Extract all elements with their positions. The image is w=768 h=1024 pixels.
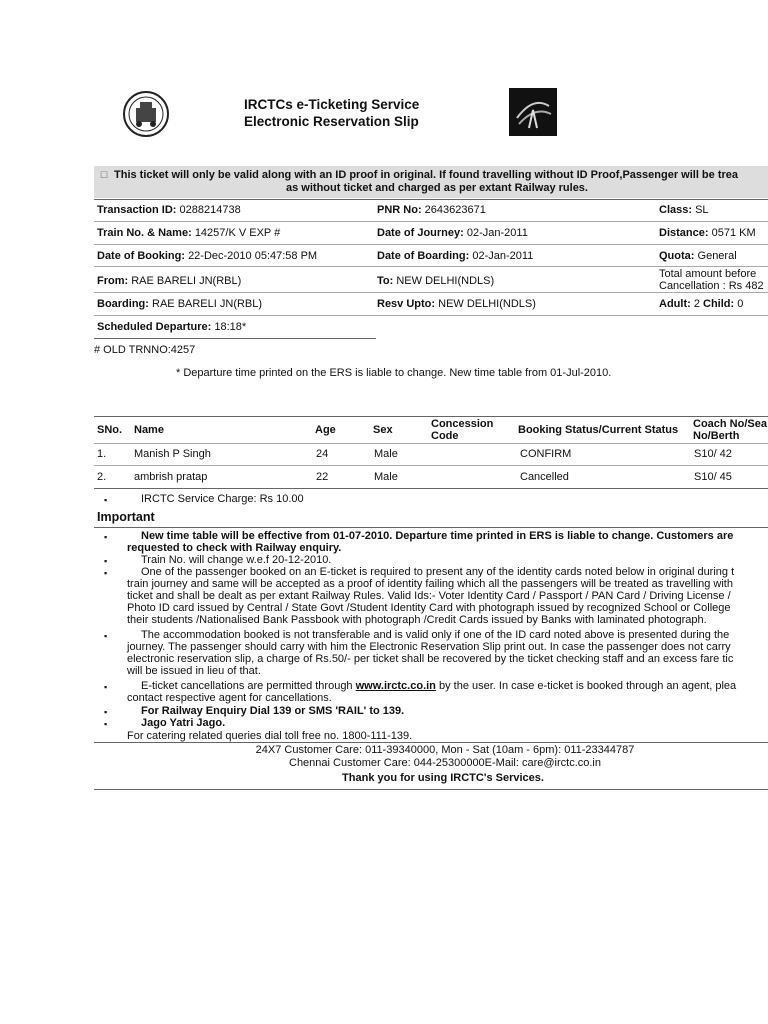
catering-note: For catering related queries dial toll free no. 1800-111-139.	[127, 730, 413, 742]
bullet-icon: ▪	[104, 556, 108, 566]
important-item-id-proof-cont: ticket and shall be dealt as per extant Railway Rules. Valid Ids:- Voter Identity Card / Passport / PAN Card / Driving License /	[127, 590, 731, 602]
important-item-timetable-cont: requested to check with Railway enquiry.	[127, 542, 342, 554]
col-header-status: Booking Status/Current Status	[518, 424, 679, 436]
bullet-icon: ▪	[104, 719, 108, 729]
divider	[94, 199, 768, 200]
important-item-jago-yatri: Jago Yatri Jago.	[141, 717, 226, 729]
divider	[94, 292, 768, 293]
row-name: Manish P Singh	[134, 448, 211, 460]
col-header-sex: Sex	[373, 424, 393, 436]
transaction-id: Transaction ID: 0288214738	[97, 204, 241, 216]
pnr-number: PNR No: 2643623671	[377, 204, 486, 216]
scheduled-departure: Scheduled Departure: 18:18*	[97, 321, 247, 333]
service-charge: IRCTC Service Charge: Rs 10.00	[141, 493, 304, 505]
customer-care-line: 24X7 Customer Care: 011-39340000, Mon - Sat (10am - 6pm): 011-23344787	[255, 744, 635, 756]
from-station: From: RAE BARELI JN(RBL)	[97, 275, 242, 287]
page-title: IRCTCs e-Ticketing Service	[244, 97, 420, 112]
distance: Distance: 0571 KM	[659, 227, 756, 239]
bullet-icon: ▪	[104, 631, 108, 641]
chennai-care-line: Chennai Customer Care: 044-25300000E-Mail: care@irctc.co.in	[289, 757, 601, 769]
old-train-number: # OLD TRNNO:4257	[94, 344, 196, 356]
row-sno: 2.	[97, 471, 107, 483]
passenger-count: Adult: 2 Child: 0	[659, 298, 744, 310]
row-sno: 1.	[97, 448, 107, 460]
important-item-id-proof-cont: train journey and same will be accepted as a proof of identity failing which all the passengers will be treated as travelling with	[127, 578, 733, 590]
row-name: ambrish pratap	[134, 471, 208, 483]
train-number-name: Train No. & Name: 14257/K V EXP #	[97, 227, 281, 239]
bullet-icon: ▪	[104, 532, 108, 542]
divider	[94, 266, 768, 267]
col-header-name: Name	[134, 424, 164, 436]
divider	[94, 465, 768, 466]
total-amount-line-1: Total amount before	[659, 268, 757, 280]
important-item-accommodation: The accommodation booked is not transferable and is valid only if one of the ID card noted above is presented during the	[141, 629, 730, 641]
row-age: 22	[316, 471, 329, 483]
row-status: Cancelled	[520, 471, 569, 483]
important-item-accommodation-cont: will be issued in lieu of that.	[127, 665, 261, 677]
date-of-boarding: Date of Boarding: 02-Jan-2011	[377, 250, 534, 262]
important-item-train-change: Train No. will change w.e.f 20-12-2010.	[141, 554, 332, 566]
important-item-id-proof-cont: Photo ID card issued by Central / State Govt /Student Identity Card with photograph issued by recognized School or College	[127, 602, 731, 614]
to-station: To: NEW DELHI(NDLS)	[377, 275, 495, 287]
boarding-station: Boarding: RAE BARELI JN(RBL)	[97, 298, 263, 310]
quota: Quota: General	[659, 250, 737, 262]
date-of-booking: Date of Booking: 22-Dec-2010 05:47:58 PM	[97, 250, 318, 262]
total-amount-line-2: Cancellation : Rs 482	[659, 280, 764, 292]
bullet-icon: ▪	[104, 495, 108, 505]
divider	[94, 488, 768, 489]
divider	[94, 338, 376, 339]
row-status: CONFIRM	[520, 448, 572, 460]
col-header-age: Age	[315, 424, 336, 436]
important-item-accommodation-cont: journey. The passenger should carry with him the Electronic Reservation Slip print out. In case the passenger does not carry	[127, 641, 731, 653]
col-header-coach: Coach No/Sea No/Berth	[693, 418, 767, 442]
divider	[94, 315, 768, 316]
important-heading: Important	[97, 510, 155, 524]
important-item-accommodation-cont: electronic reservation slip, a charge of Rs.50/- per ticket shall be recovered by the ticket checking staff and an excess fare tic	[127, 653, 734, 665]
checkbox-icon: ☐	[100, 170, 109, 180]
divider	[94, 742, 768, 743]
bullet-icon: ▪	[104, 682, 108, 692]
important-item-id-proof-cont: their students /Nationalised Bank Passbook with photograph /Credit Cards issued by Banks with laminated photograph.	[127, 614, 707, 626]
date-of-journey: Date of Journey: 02-Jan-2011	[377, 227, 528, 239]
important-item-enquiry: For Railway Enquiry Dial 139 or SMS 'RAIL' to 139.	[141, 705, 405, 717]
thank-you-message: Thank you for using IRCTC's Services.	[342, 772, 544, 784]
divider	[94, 244, 768, 245]
row-age: 24	[316, 448, 329, 460]
divider	[94, 527, 768, 528]
irctc-logo	[509, 88, 557, 136]
row-coach: S10/ 42	[694, 448, 732, 460]
divider	[94, 416, 768, 417]
divider	[94, 789, 768, 790]
reservation-upto: Resv Upto: NEW DELHI(NDLS)	[377, 298, 536, 310]
bullet-icon: ▪	[104, 568, 108, 578]
row-coach: S10/ 45	[694, 471, 732, 483]
railway-emblem-logo	[122, 90, 170, 138]
important-item-cancellation: E-ticket cancellations are permitted through www.irctc.co.in by the user. In case e-ticket is booked through an agent, plea	[141, 680, 737, 692]
departure-note: * Departure time printed on the ERS is liable to change. New time table from 01-Jul-2010.	[176, 367, 612, 379]
row-sex: Male	[374, 471, 398, 483]
col-header-concession: Concession Code	[431, 418, 494, 442]
travel-class: Class: SL	[659, 204, 709, 216]
col-header-sno: SNo.	[97, 424, 123, 436]
divider	[94, 221, 768, 222]
important-item-id-proof: One of the passenger booked on an E-ticket is required to present any of the identity cards noted below in original during t	[141, 566, 735, 578]
bullet-icon: ▪	[104, 707, 108, 717]
notice-line-1: This ticket will only be valid along with an ID proof in original. If found travelling without ID Proof,Passenger will be trea	[114, 169, 739, 181]
important-item-timetable: New time table will be effective from 01-07-2010. Departure time printed in ERS is liable to change. Customers are	[141, 530, 734, 542]
page-subtitle: Electronic Reservation Slip	[244, 114, 419, 129]
row-sex: Male	[374, 448, 398, 460]
irctc-website-link[interactable]: www.irctc.co.in	[355, 680, 436, 692]
divider	[94, 443, 768, 444]
notice-line-2: as without ticket and charged as per extant Railway rules.	[286, 182, 588, 194]
important-item-cancellation-cont: contact respective agent for cancellations.	[127, 692, 332, 704]
